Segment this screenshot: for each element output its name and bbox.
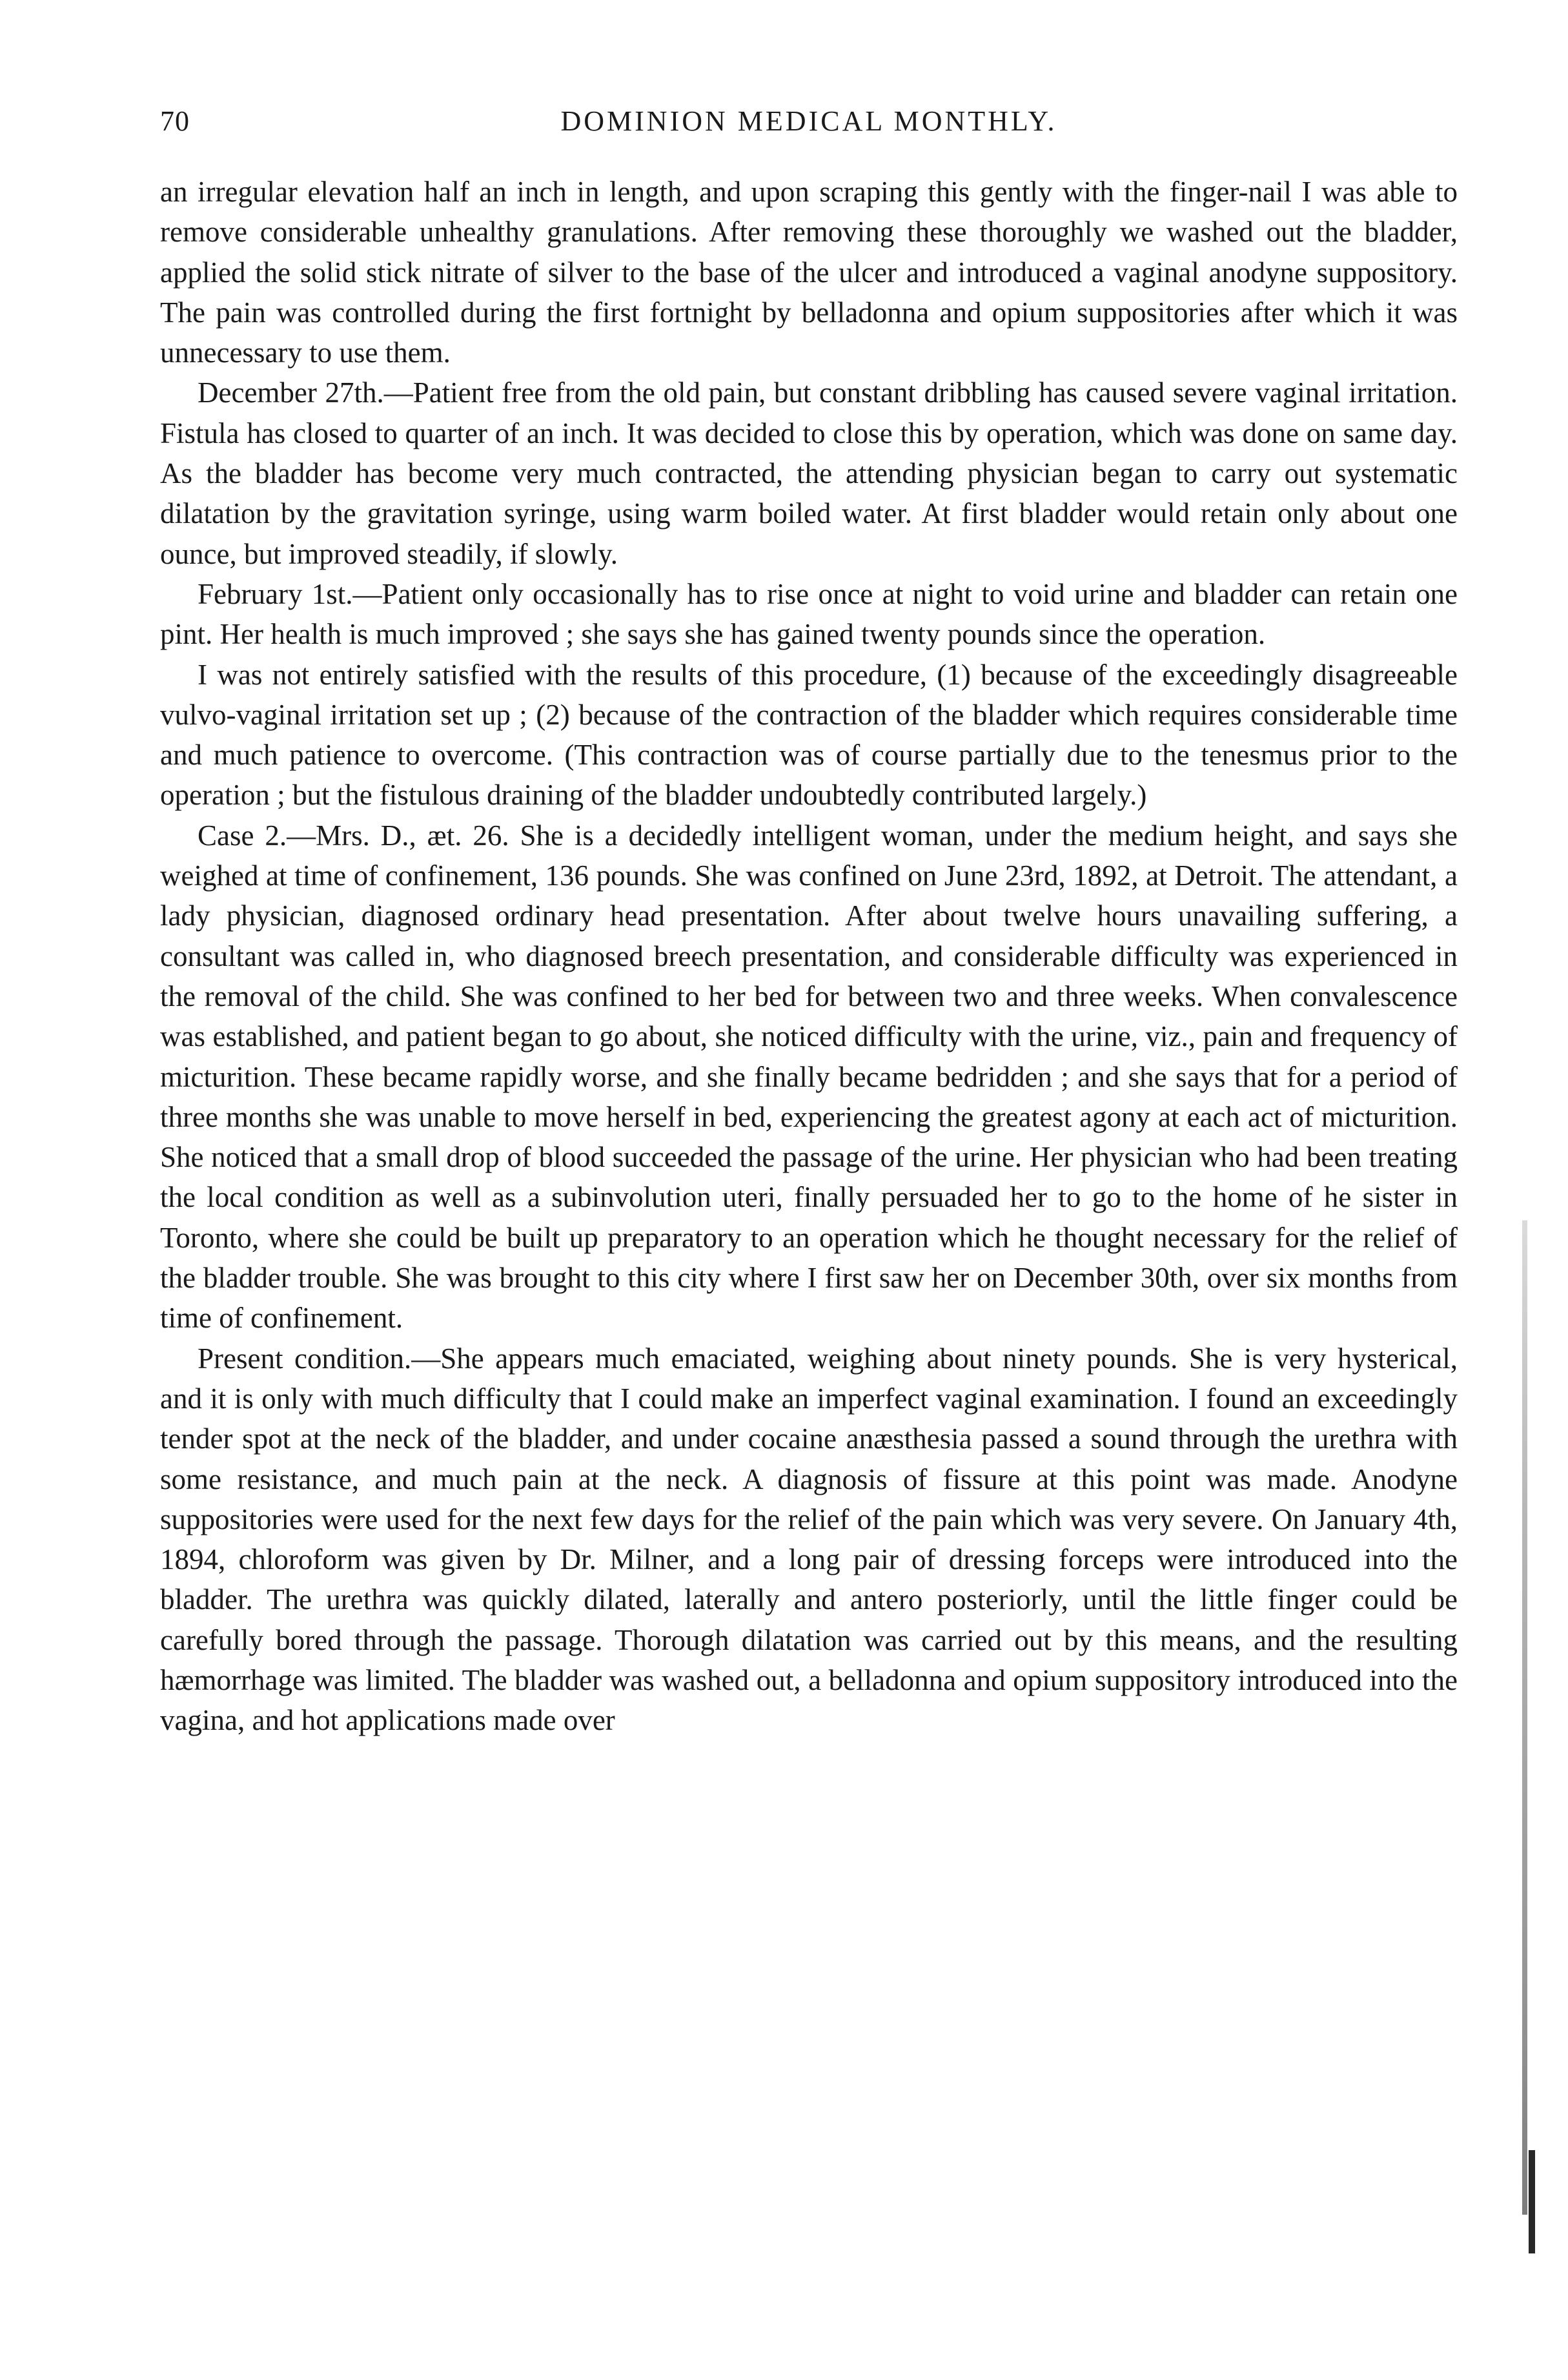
- page-number: 70: [160, 105, 190, 137]
- paragraph-case-2: Case 2.—Mrs. D., æt. 26. She is a decidedly intelligent woman, under the medium height, and says she weighed at time of confinement, 136 pounds. She was confined on June 23rd, 1892, at Detroit. The attendant, a lady physician, diagnosed ordinary head presentation. After about twelve hours unavailing suffering, a consultant was called in, who diagnosed breech presentation, and considerable difficulty was experienced in the removal of the child. She was confined to her bed for between two and three weeks. When convalescence was established, and patient began to go about, she noticed difficulty with the urine, viz., pain and frequency of micturition. These became rapidly worse, and she finally became bedridden ; and she says that for a period of three months she was unable to move herself in bed, experiencing the greatest agony at each act of micturition. She noticed that a small drop of blood succeeded the passage of the urine. Her physician who had been treating the local condition as well as a subinvolution uteri, finally persuaded her to go to the home of he sister in Toronto, where she could be built up preparatory to an operation which he thought necessary for the relief of the bladder trouble. She was brought to this city where I first saw her on December 30th, over six months from time of confinement.: [160, 819, 1458, 1335]
- scan-margin-mark-dark: [1529, 2150, 1535, 2253]
- scan-margin-mark: [1522, 1220, 1527, 2215]
- paragraph-february-1: February 1st.—Patient only occasionally has to rise once at night to void urine and bladder can retain one pint. Her health is much improved ; she says she has gained twenty pounds since the operation.: [160, 577, 1458, 651]
- paragraph-continuation: an irregular elevation half an inch in length, and upon scraping this gently with the finger-nail I was able to remove considerable unhealthy granulations. After removing these thoroughly we washed out the bladder, applied the solid stick nitrate of silver to the base of the ulcer and introduced a vaginal anodyne suppository. The pain was controlled during the first fortnight by belladonna and opium suppositories after which it was unnecessary to use them.: [160, 176, 1458, 369]
- paragraph-results: I was not entirely satisfied with the results of this procedure, (1) because of the exceedingly disagreeable vulvo-vaginal irritation set up ; (2) because of the contraction of the bladder which requires considerable time and much patience to overcome. (This contraction was of course partially due to the tenesmus prior to the operation ; but the fistulous draining of the bladder undoubtedly contributed largely.): [160, 658, 1458, 812]
- running-head: [160, 97, 1458, 149]
- paragraph-december-27: December 27th.—Patient free from the old pain, but constant dribbling has caused severe vaginal irritation. Fistula has closed to quarter of an inch. It was decided to close this by operation, which was done on same day. As the bladder has become very much contracted, the attending physician began to carry out systematic dilatation by the gravitation syringe, using warm boiled water. At first bladder would retain only about one ounce, but improved steadily, if slowly.: [160, 376, 1458, 570]
- journal-title: DOMINION MEDICAL MONTHLY.: [560, 105, 1057, 137]
- page: [160, 97, 1458, 1741]
- paragraph-present-condition: Present condition.—She appears much emaciated, weighing about ninety pounds. She is very hysterical, and it is only with much difficulty that I could make an imperfect vaginal examination. I found an exceedingly tender spot at the neck of the bladder, and under cocaine anæsthesia passed a sound through the urethra with some resistance, and much pain at the neck. A diagnosis of fissure at this point was made. Anodyne suppositories were used for the next few days for the relief of the pain which was very severe. On January 4th, 1894, chloroform was given by Dr. Milner, and a long pair of dressing forceps were introduced into the bladder. The urethra was quickly dilated, laterally and antero posteriorly, until the little finger could be carefully bored through the passage. Thorough dilatation was carried out by this means, and the resulting hæmorrhage was limited. The bladder was washed out, a belladonna and opium suppository introduced into the vagina, and hot applications made over: [160, 1342, 1458, 1737]
- article-body: [160, 172, 1458, 1741]
